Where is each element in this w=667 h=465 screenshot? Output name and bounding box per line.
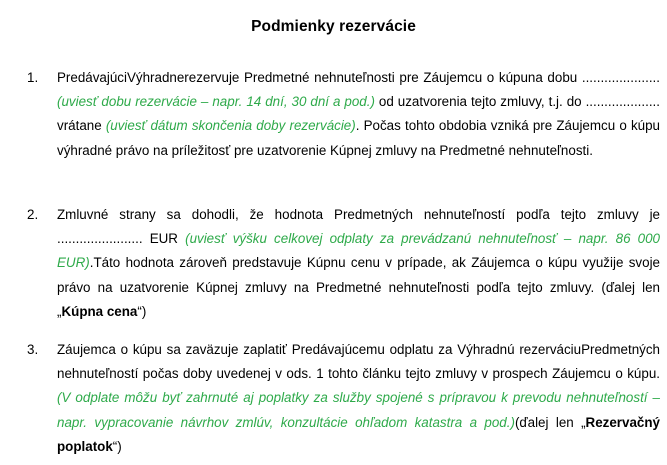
instruction-hint: (V odplate môžu byť zahrnuté aj poplatky za služby spojené s prípravou k prevodu nehnuteľností – napr. vypracovanie návrhov zmlúv, konzultácie ohľadom katastra a pod.) <box>57 390 660 430</box>
text-segment: Záujemca o kúpu sa zaväzuje zaplatiť Predávajúcemu odplatu za Výhradnú rezerváciuPredmetných nehnuteľností počas doby uvedenej v ods. 1 tohto článku tejto zmluvy v prospech Záujemcu o kúpu. <box>57 342 660 382</box>
text-segment: (ďalej len „ <box>514 414 586 430</box>
document-title: Podmienky rezervácie <box>251 18 416 35</box>
list-item-text <box>57 338 660 459</box>
text-segment: “) <box>137 303 147 319</box>
list-item-text <box>57 203 660 324</box>
text-segment: Zmluvné strany sa dohodli, že hodnota Predmetných nehnuteľností podľa tejto zmluvy je ....................... EUR <box>57 207 660 247</box>
text-segment: “) <box>112 438 122 454</box>
instruction-hint: (uviesť výšku celkovej odplaty za prevádzanú nehnuteľnosť – napr. 86 000 EUR) <box>57 231 661 271</box>
list-item-number: 2. <box>27 207 39 222</box>
instruction-hint: (uviesť dátum skončenia doby rezervácie) <box>105 118 356 134</box>
list-item-number: 3. <box>27 342 39 357</box>
text-segment: . Počas tohto obdobia vzniká pre Záujemcu o kúpu výhradné právo na príležitosť pre uzatvorenie Kúpnej zmluvy na Predmetné nehnuteľnosti. <box>57 118 660 158</box>
defined-term: Rezervačný poplatok <box>57 414 660 454</box>
text-segment: .Táto hodnota zároveň predstavuje Kúpnu cenu v prípade, ak Záujemca o kúpu využije svoje právo na uzatvorenie Kúpnej zmluvy na Predmetné nehnuteľnosti podľa tejto zmluvy. (ďalej len „ <box>57 255 660 319</box>
text-segment: PredávajúciVýhradnerezervuje Predmetné nehnuteľnosti pre Záujemcu o kúpuna dobu ..................... <box>57 70 660 85</box>
list-item-text <box>57 66 660 163</box>
list-item-number: 1. <box>27 70 39 85</box>
instruction-hint: (uviesť dobu rezervácie – napr. 14 dní, 30 dní a pod.) <box>57 94 375 110</box>
text-segment: od uzatvorenia tejto zmluvy, t.j. do .................... vrátane <box>57 94 660 134</box>
defined-term: Kúpna cena <box>61 303 138 319</box>
